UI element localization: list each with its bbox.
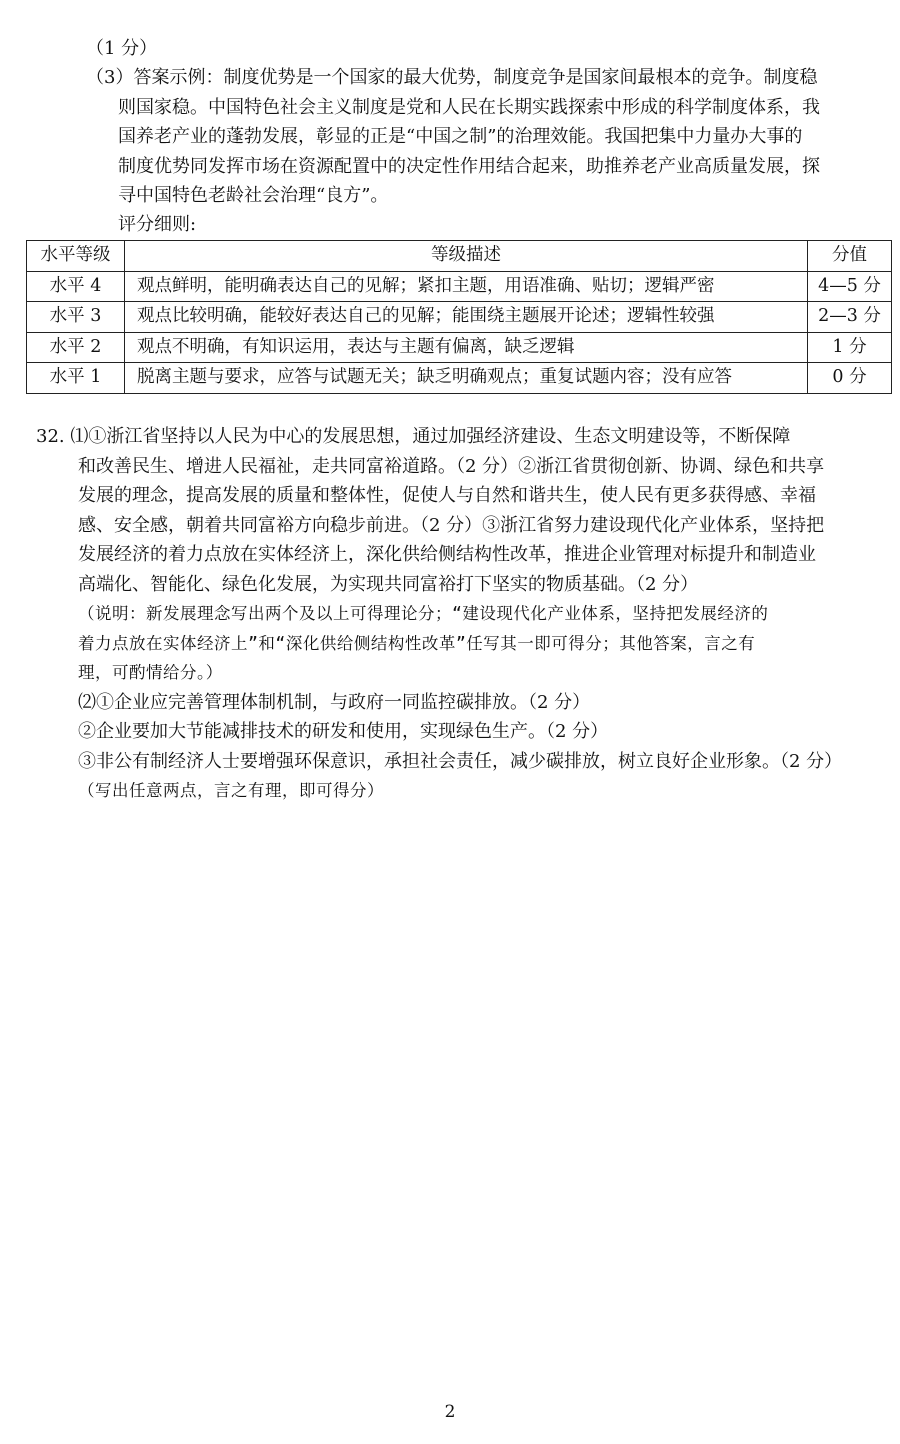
description-cell: 观点比较明确，能较好表达自己的见解；能围绕主题展开论述；逻辑性较强: [125, 302, 808, 333]
rubric-title: 评分细则:: [118, 214, 197, 235]
description-cell: 观点鲜明，能明确表达自己的见解；紧扣主题，用语准确、贴切；逻辑严密: [125, 271, 808, 302]
answer-line: 和改善民生、增进人民福祉，走共同富裕道路。（2 分）②浙江省贯彻创新、协调、绿色和共享: [78, 455, 825, 477]
page-number: 2: [444, 1402, 456, 1422]
answer-line: 寻中国特色老龄社会治理“良方”。: [118, 185, 389, 206]
level-cell: 水平 2: [27, 332, 125, 363]
score-cell: 0 分: [808, 363, 892, 394]
answer-line: 发展经济的着力点放在实体经济上，深化供给侧结构性改革，推进企业管理对标提升和制造业: [78, 544, 816, 565]
answer-line: 则国家稳。中国特色社会主义制度是党和人民在长期实践探索中形成的科学制度体系，我: [118, 96, 820, 118]
answer-line: 感、安全感，朝着共同富裕方向稳步前进。（2 分）③浙江省努力建设现代化产业体系，坚持把: [78, 514, 825, 536]
column-header: 等级描述: [125, 241, 808, 272]
table-row: [27, 363, 892, 394]
scoring-note-line: 理，可酌情给分。）: [78, 663, 223, 682]
part-2-line: ⑵①企业应完善管理体制机制，与政府一同监控碳排放。（2 分）: [78, 691, 591, 713]
score-mark: （1 分）: [86, 38, 158, 59]
description-cell: 观点不明确，有知识运用，表达与主题有偏离，缺乏逻辑: [125, 332, 808, 363]
column-header: 分值: [808, 241, 892, 272]
final-note: （写出任意两点，言之有理，即可得分）: [78, 781, 384, 800]
score-cell: 4—5 分: [808, 271, 892, 302]
table-row: [27, 302, 892, 333]
rubric-table: [26, 240, 892, 394]
score-cell: 1 分: [808, 332, 892, 363]
table-row: [27, 332, 892, 363]
answer-line: （3）答案示例：制度优势是一个国家的最大优势，制度竞争是国家间最根本的竞争。制度稳: [86, 67, 818, 88]
answer-line: 32. ⑴①浙江省坚持以人民为中心的发展思想，通过加强经济建设、生态文明建设等，不断保障: [36, 426, 791, 447]
table-header-row: [27, 241, 892, 272]
description-cell: 脱离主题与要求，应答与试题无关；缺乏明确观点；重复试题内容；没有应答: [125, 363, 808, 394]
level-cell: 水平 4: [27, 271, 125, 302]
answer-line: 发展的理念，提高发展的质量和整体性，促使人与自然和谐共生，使人民有更多获得感、幸福: [78, 485, 816, 506]
level-cell: 水平 3: [27, 302, 125, 333]
part-2-line: ②企业要加大节能减排技术的研发和使用，实现绿色生产。（2 分）: [78, 721, 609, 742]
level-cell: 水平 1: [27, 363, 125, 394]
answer-line: 高端化、智能化、绿色化发展，为实现共同富裕打下坚实的物质基础。（2 分）: [78, 573, 699, 595]
answer-line: 制度优势同发挥市场在资源配置中的决定性作用结合起来，助推养老产业高质量发展，探: [118, 155, 820, 177]
score-cell: 2—3 分: [808, 302, 892, 333]
table-row: [27, 271, 892, 302]
scoring-note-line: （说明：新发展理念写出两个及以上可得理论分；“建设现代化产业体系，坚持把发展经济的: [78, 604, 769, 623]
question-32-answer: [36, 422, 892, 806]
scoring-note-line: 着力点放在实体经济上”和“深化供给侧结构性改革”任写其一即可得分；其他答案，言之有: [78, 633, 756, 653]
answer-line: 国养老产业的蓬勃发展，彰显的正是“中国之制”的治理效能。我国把集中力量办大事的: [118, 126, 803, 147]
question-3-answer: [86, 63, 886, 211]
column-header: 水平等级: [27, 241, 125, 272]
part-2-line: ③非公有制经济人士要增强环保意识，承担社会责任，减少碳排放，树立良好企业形象。（2 分）: [78, 750, 843, 772]
